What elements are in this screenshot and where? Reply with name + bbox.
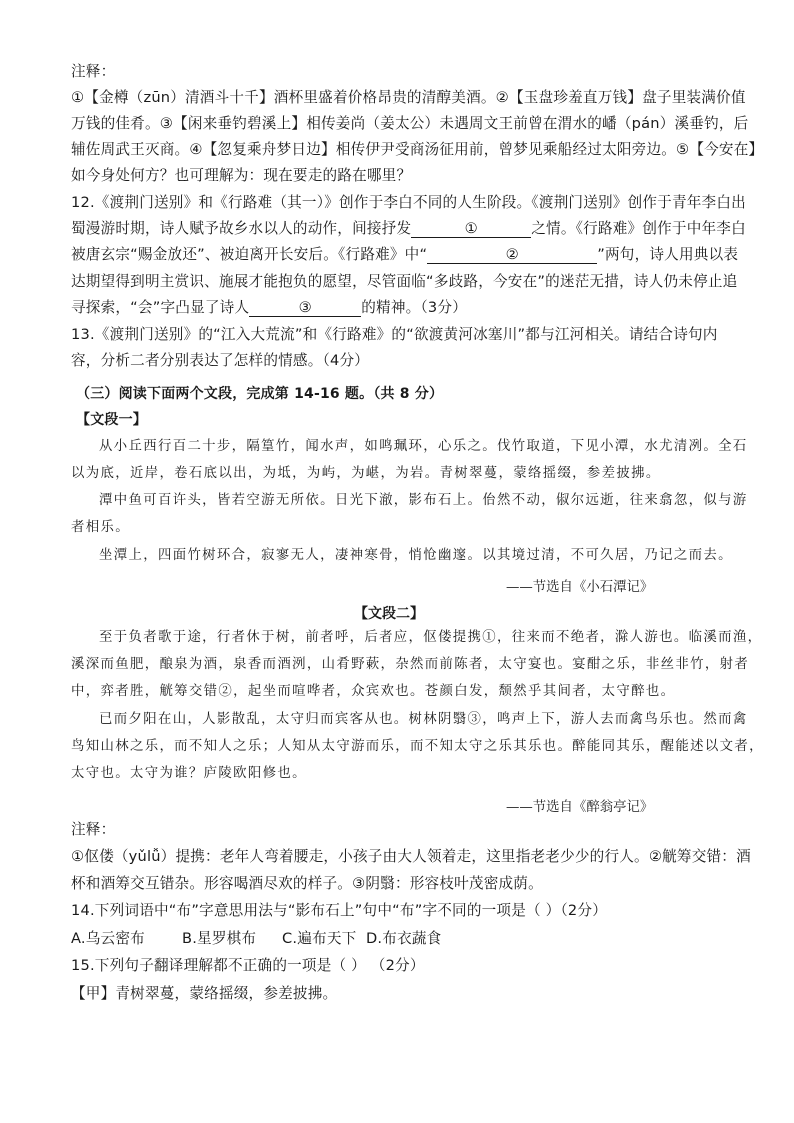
passage-1-line: 潭中鱼可百许头，皆若空游无所依。日光下澈，影布石上。佁然不动，俶尔远逝，往来翕忽，似与游 xyxy=(99,493,748,508)
note-line: 杯和酒筹交互错杂。形容喝酒尽欢的样子。③阴翳：形容枝叶茂密成荫。 xyxy=(71,875,543,892)
section-heading: （三）阅读下面两个文段，完成第 14-16 题。（共 8 分） xyxy=(76,386,444,402)
answer-blank-3[interactable]: ③ xyxy=(249,301,361,317)
option-d[interactable]: D.布衣蔬食 xyxy=(366,930,442,947)
notes-title: 注释： xyxy=(71,821,116,838)
note-line: 万钱的佳肴。③【闲来垂钓碧溪上】相传姜尚（姜太公）未遇周文王前曾在渭水的嶓（pán）溪垂钓，后 xyxy=(71,115,749,132)
question-15-item: 【甲】青树翠蔓，蒙络摇缀，参差披拂。 xyxy=(71,985,338,1002)
note-line: ①【金樽（zūn）清酒斗十千】酒杯里盛着价格昂贵的清醇美酒。②【玉盘珍羞直万钱】盘子里装满价值 xyxy=(71,89,746,106)
passage-2-line: 太守也。太守为谁？庐陵欧阳修也。 xyxy=(71,766,307,781)
option-a[interactable]: A.乌云密布 xyxy=(71,930,145,947)
q12-text: 之情。《行路难》创作于中年李白 xyxy=(531,220,746,237)
note-line: 如今身处何方？也可理解为：现在要走的路在哪里？ xyxy=(71,167,412,184)
passage-1-line: 坐潭上，四面竹树环合，寂寥无人，凄神寒骨，悄怆幽邃。以其境过清，不可久居，乃记之而去。 xyxy=(99,548,733,563)
q12-text: 蜀漫游时期，诗人赋予故乡水以人的动作，间接抒发 xyxy=(71,220,412,237)
q12-text: 的精神。（3分） xyxy=(361,299,468,316)
passage-2-line: 至于负者歌于途，行者休于树，前者呼，后者应，伛偻提携①，往来而不绝者，滁人游也。临溪而渔， xyxy=(99,630,763,645)
question-13-line: 容，分析二者分别表达了怎样的情感。（4分） xyxy=(71,352,370,369)
passage-1-label: 【文段一】 xyxy=(76,412,147,428)
passage-2-label: 【文段二】 xyxy=(354,606,424,622)
question-12-line xyxy=(71,222,746,238)
answer-blank-2[interactable]: ② xyxy=(427,248,597,264)
question-12-line xyxy=(71,301,467,317)
q12-text: 被唐玄宗“赐金放还”、被迫离开长安后。《行路难》中“ xyxy=(71,246,428,263)
q12-text: 寻探索，“会”字凸显了诗人 xyxy=(71,299,250,316)
passage-1-line: 从小丘西行百二十步，隔篁竹，闻水声，如鸣珮环，心乐之。伐竹取道，下见小潭，水尤清冽。全石 xyxy=(99,439,748,454)
answer-blank-1[interactable]: ① xyxy=(411,222,531,238)
question-12-line: 达期望得到明主赏识、施展才能抱负的愿望，尽管面临“多歧路，今安在”的迷茫无措，诗人仍未停止追 xyxy=(71,273,738,290)
passage-1-source: ——节选自《小石潭记》 xyxy=(506,580,654,595)
passage-1-line: 以为底，近岸，卷石底以出，为坻，为屿，为嵁，为岩。青树翠蔓，蒙络摇缀，参差披拂。 xyxy=(71,466,661,481)
question-13-line: 13.《渡荆门送别》的“江入大荒流”和《行路难》的“欲渡黄河冰塞川”都与江河相关。请结合诗句内 xyxy=(71,326,718,343)
question-14-stem: 14.下列词语中“布”字意思用法与“影布石上”句中“布”字不同的一项是（ ）（2分） xyxy=(71,902,608,919)
passage-2-source: ——节选自《醉翁亭记》 xyxy=(506,800,654,815)
question-12-line xyxy=(71,248,738,264)
passage-2-line: 鸟知山林之乐，而不知人之乐；人知从太守游而乐，而不知太守之乐其乐也。醉能同其乐，醒能述以文者， xyxy=(71,739,764,754)
option-c[interactable]: C.遍布天下 xyxy=(282,930,357,947)
option-b[interactable]: B.星罗棋布 xyxy=(182,930,257,947)
notes-title: 注释： xyxy=(71,63,116,80)
note-line: ①伛偻（yǔlǚ）提携：老年人弯着腰走，小孩子由大人领着走，这里指老老少少的行人。②觥筹交错：酒 xyxy=(71,848,751,865)
passage-2-line: 已而夕阳在山，人影散乱，太守归而宾客从也。树林阴翳③，鸣声上下，游人去而禽鸟乐也。然而禽 xyxy=(99,712,748,727)
note-line: 辅佐周武王灭商。④【忽复乘舟梦日边】相传伊尹受商汤征用前，曾梦见乘船经过太阳旁边。⑤【今安在】 xyxy=(71,141,764,158)
q12-text: ”两句，诗人用典以表 xyxy=(597,246,739,263)
passage-2-line: 溪深而鱼肥，酿泉为酒，泉香而酒洌，山肴野蔌，杂然而前陈者，太守宴也。宴酣之乐，非丝非竹，射者 xyxy=(71,657,750,672)
question-12-line: 12.《渡荆门送别》和《行路难（其一）》创作于李白不同的人生阶段。《渡荆门送别》创作于青年李白出 xyxy=(71,194,746,211)
passage-2-line: 中，弈者胜，觥筹交错②，起坐而喧哗者，众宾欢也。苍颜白发，颓然乎其间者，太守醉也。 xyxy=(71,684,676,699)
question-15-stem: 15.下列句子翻译理解都不正确的一项是（ ） （2分） xyxy=(71,957,425,974)
passage-1-line: 者相乐。 xyxy=(71,520,130,535)
